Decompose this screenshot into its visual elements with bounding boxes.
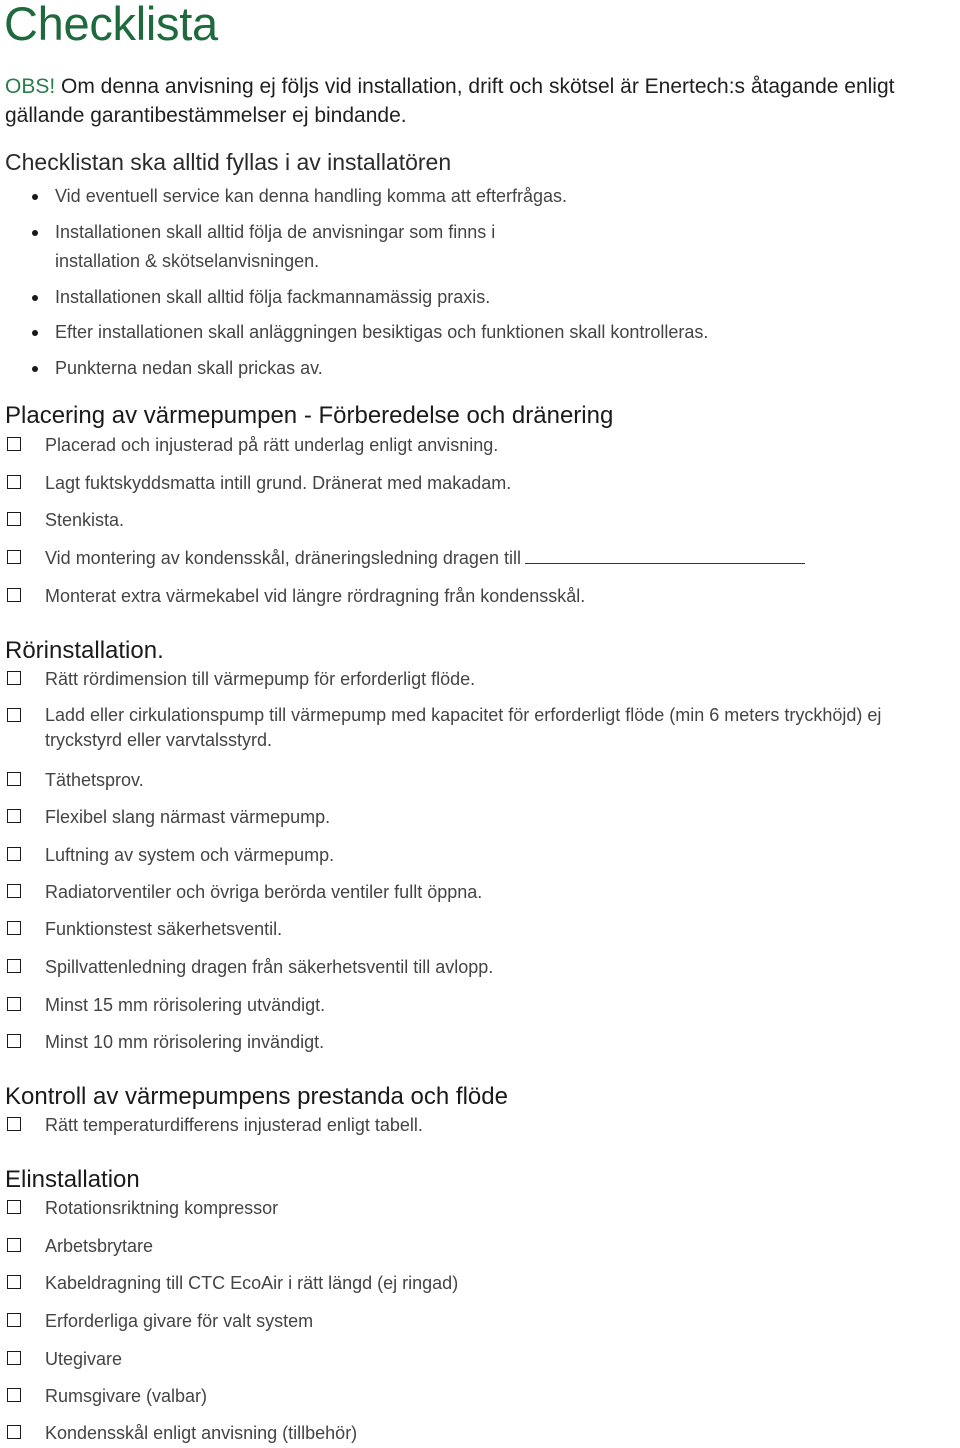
bullet-text: Vid eventuell service kan denna handling komma att efterfrågas. — [55, 186, 567, 206]
item-label: Lagt fuktskyddsmatta intill grund. Dränerat med makadam. — [45, 473, 512, 493]
bullet-text: Installationen skall alltid följa fackmannamässig praxis. — [55, 287, 491, 307]
item-label: Täthetsprov. — [45, 770, 144, 790]
checkbox-icon[interactable] — [7, 550, 21, 564]
checkbox-icon[interactable] — [7, 921, 21, 935]
checkbox-icon[interactable] — [7, 847, 21, 861]
checklist-item[interactable] — [45, 1307, 957, 1336]
item-label: Rumsgivare (valbar) — [45, 1386, 208, 1406]
checkbox-icon[interactable] — [7, 1238, 21, 1252]
bullet-dot — [32, 230, 38, 236]
el-heading: Elinstallation — [5, 1166, 140, 1193]
checklist-item[interactable] — [45, 991, 957, 1020]
item-label: Rotationsriktning kompressor — [45, 1198, 279, 1218]
checklist-item[interactable] — [45, 506, 957, 535]
item-label: Placerad och injusterad på rätt underlag enligt anvisning. — [45, 435, 499, 455]
item-label: Rätt temperaturdifferens injusterad enligt tabell. — [45, 1115, 423, 1135]
item-label: Stenkista. — [45, 510, 125, 530]
checklist-item[interactable] — [45, 1419, 957, 1448]
item-label: Utegivare — [45, 1349, 123, 1369]
checkbox-icon[interactable] — [7, 588, 21, 602]
kontroll-heading: Kontroll av värmepumpens prestanda och flöde — [5, 1083, 508, 1110]
intro-bullet — [55, 182, 935, 211]
bullet-text: Punkterna nedan skall prickas av. — [55, 358, 323, 378]
checklist-item[interactable] — [45, 915, 957, 944]
intro-bullet — [55, 283, 935, 312]
checkbox-icon[interactable] — [7, 1313, 21, 1327]
checkbox-icon[interactable] — [7, 437, 21, 451]
warranty-notice — [5, 72, 955, 130]
checklist-item[interactable] — [45, 878, 957, 907]
bullet-text: Efter installationen skall anläggningen besiktigas och funktionen skall kontrolleras. — [55, 322, 709, 342]
intro-bullet — [55, 318, 935, 347]
intro-heading: Checklistan ska alltid fyllas i av installatören — [5, 149, 452, 175]
bullet-dot — [32, 194, 38, 200]
checkbox-icon[interactable] — [7, 772, 21, 786]
checkbox-icon[interactable] — [7, 671, 21, 685]
checkbox-icon[interactable] — [7, 1034, 21, 1048]
notice-text: Om denna anvisning ej följs vid installation, drift och skötsel är Enertech:s åtagande enligt gällande garantibestämmelser ej bindande. — [5, 75, 895, 127]
checklist-item[interactable] — [45, 1111, 957, 1140]
bullet-dot — [32, 366, 38, 372]
item-label: Kondensskål enligt anvisning (tillbehör) — [45, 1423, 358, 1443]
checklist-item[interactable] — [45, 469, 957, 498]
checkbox-icon[interactable] — [7, 959, 21, 973]
intro-bullet — [55, 354, 935, 383]
checklist-item[interactable] — [45, 1232, 957, 1261]
bullet-dot — [32, 330, 38, 336]
ror-heading: Rörinstallation. — [5, 637, 164, 664]
checkbox-icon[interactable] — [7, 997, 21, 1011]
item-label: Spillvattenledning dragen från säkerhetsventil till avlopp. — [45, 957, 494, 977]
item-label: Kabeldragning till CTC EcoAir i rätt längd (ej ringad) — [45, 1273, 459, 1293]
checkbox-icon[interactable] — [7, 475, 21, 489]
checkbox-icon[interactable] — [7, 1275, 21, 1289]
checklist-item[interactable] — [45, 431, 957, 460]
item-label: Vid montering av kondensskål, dräneringsledning dragen till — [45, 548, 521, 568]
checkbox-icon[interactable] — [7, 1117, 21, 1131]
checkbox-icon[interactable] — [7, 884, 21, 898]
item-label: Luftning av system och värmepump. — [45, 845, 335, 865]
placering-heading: Placering av värmepumpen - Förberedelse och dränering — [5, 402, 614, 429]
checklist-item[interactable] — [45, 1382, 957, 1411]
checkbox-icon[interactable] — [7, 708, 21, 722]
checklist-item[interactable] — [45, 803, 957, 832]
checklist-item[interactable] — [45, 1194, 957, 1223]
checkbox-icon[interactable] — [7, 1388, 21, 1402]
item-label: Rätt rördimension till värmepump för erforderligt flöde. — [45, 669, 476, 689]
item-label: Minst 10 mm rörisolering invändigt. — [45, 1032, 325, 1052]
checkbox-icon[interactable] — [7, 512, 21, 526]
checkbox-icon[interactable] — [7, 1425, 21, 1439]
item-label: Arbetsbrytare — [45, 1236, 154, 1256]
item-label: Flexibel slang närmast värmepump. — [45, 807, 331, 827]
intro-bullet — [55, 218, 575, 276]
page-title: Checklista — [4, 0, 218, 50]
checklist-item[interactable] — [45, 665, 957, 694]
item-label: Minst 15 mm rörisolering utvändigt. — [45, 995, 326, 1015]
checkbox-icon[interactable] — [7, 1351, 21, 1365]
item-label: Monterat extra värmekabel vid längre rördragning från kondensskål. — [45, 586, 586, 606]
checklist-item[interactable] — [45, 544, 957, 573]
fill-in-line[interactable] — [525, 545, 805, 564]
obs-label: OBS! — [5, 75, 56, 98]
bullet-dot — [32, 295, 38, 301]
checklist-item[interactable] — [45, 1028, 957, 1057]
item-label: Funktionstest säkerhetsventil. — [45, 919, 283, 939]
checkbox-icon[interactable] — [7, 1200, 21, 1214]
checklist-item[interactable] — [45, 766, 957, 795]
item-label: Radiatorventiler och övriga berörda ventiler fullt öppna. — [45, 882, 483, 902]
item-label: Erforderliga givare för valt system — [45, 1311, 314, 1331]
checklist-item[interactable] — [45, 953, 957, 982]
bullet-text: Installationen skall alltid följa de anvisningar som finns i installation & skötselanvisningen. — [55, 222, 496, 271]
checklist-item[interactable] — [45, 582, 957, 611]
checklist-item[interactable] — [45, 1269, 957, 1298]
checkbox-icon[interactable] — [7, 809, 21, 823]
checklist-item[interactable] — [45, 841, 957, 870]
checklist-item[interactable] — [45, 1345, 957, 1374]
item-label: Ladd eller cirkulationspump till värmepump med kapacitet för erforderligt flöde (min 6 meters tryckhöjd) ej tryckstyrd eller varvtalsstyrd. — [45, 705, 882, 750]
checklist-item[interactable] — [45, 703, 957, 753]
